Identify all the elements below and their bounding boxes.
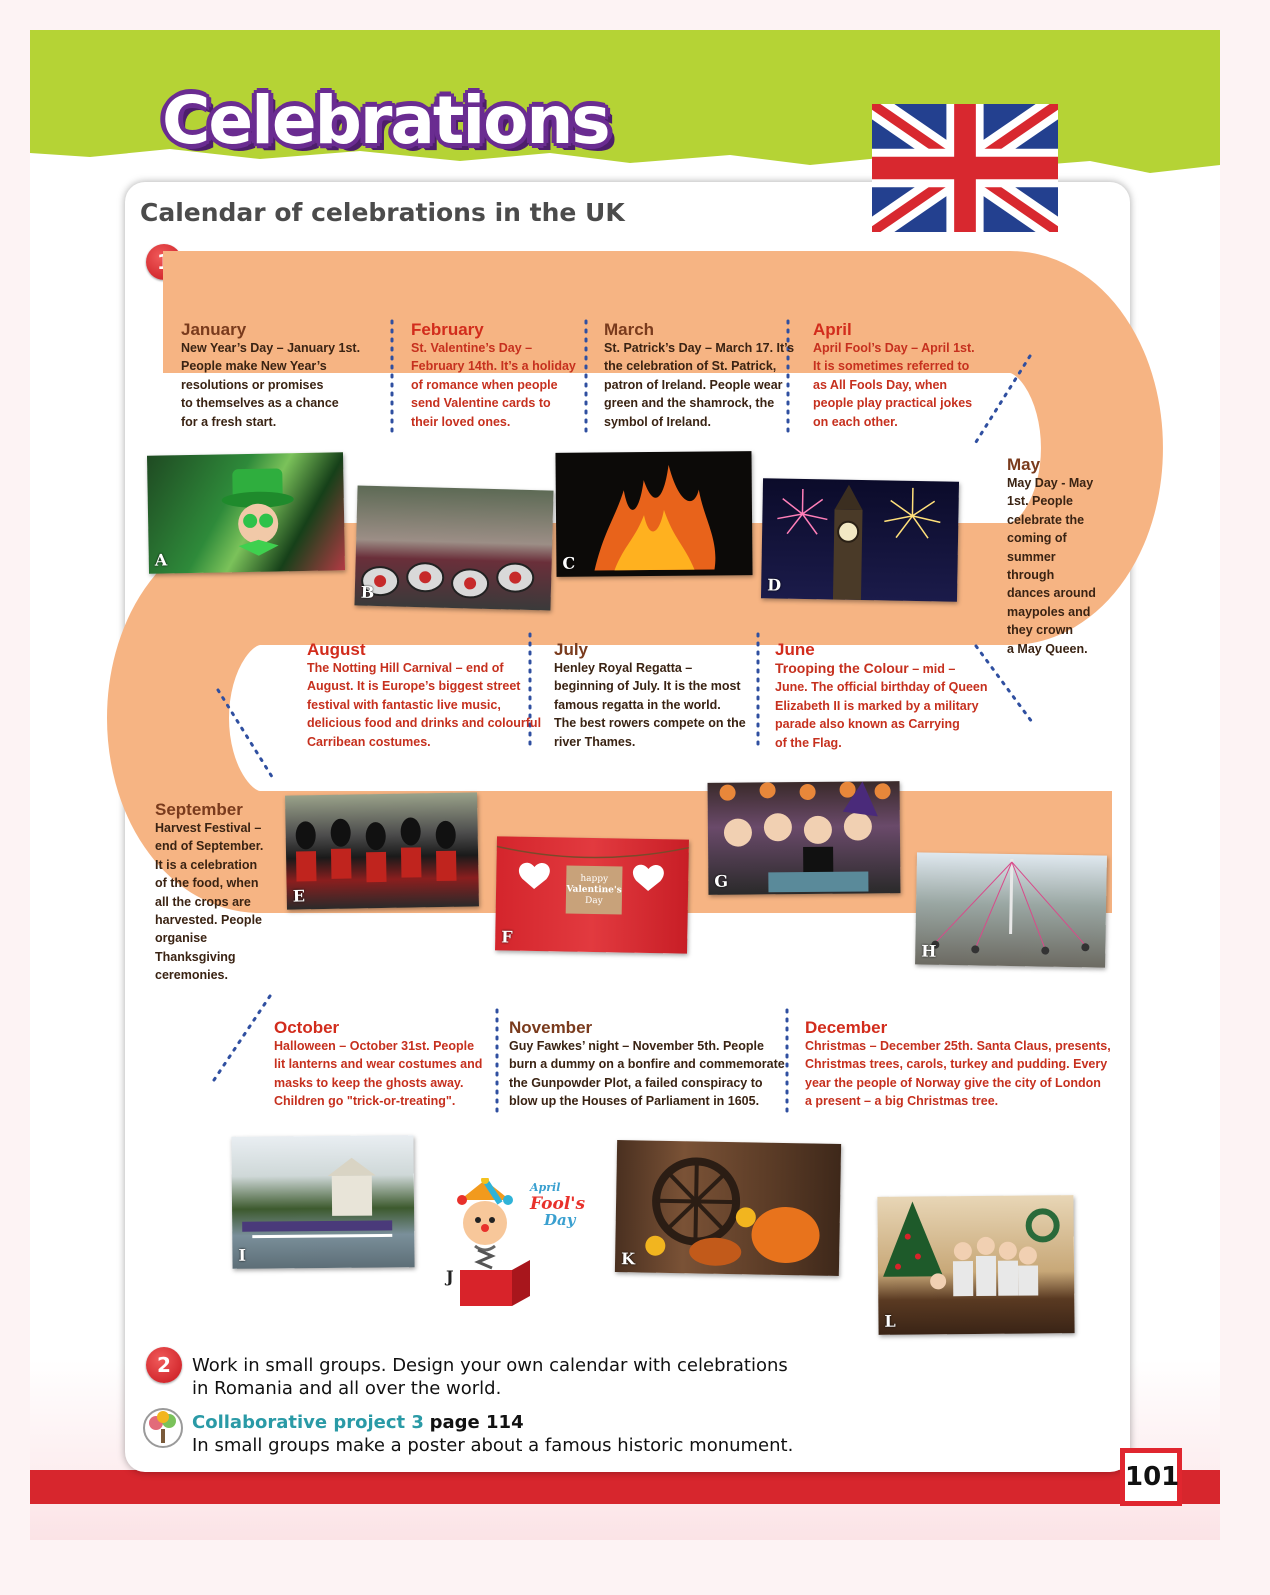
month-title: November bbox=[509, 1018, 593, 1037]
picture-label: J bbox=[446, 1267, 454, 1286]
month-title: April bbox=[813, 320, 852, 339]
picture-i-regatta[interactable] bbox=[231, 1135, 414, 1269]
picture-label: I bbox=[238, 1245, 247, 1265]
picture-label: F bbox=[501, 927, 513, 947]
month-title: September bbox=[155, 800, 243, 819]
picture-b-carnival-drummers[interactable] bbox=[354, 485, 553, 610]
picture-e-trooping-colour[interactable] bbox=[285, 792, 479, 909]
month-text: Christmas – December 25th. Santa Claus, presents, Christmas trees, carols, turkey and pudding. Every year the people of Norway give the city of London a present – a big Christmas tree. bbox=[805, 1039, 1111, 1109]
month-title: February bbox=[411, 320, 484, 339]
collaborative-project-page: page 114 bbox=[429, 1412, 524, 1433]
picture-label: B bbox=[360, 582, 375, 602]
month-january bbox=[181, 320, 360, 431]
exercise-1-instruction: Read the information in the calendar and match the celebrations with the pictures. bbox=[192, 253, 941, 274]
month-september bbox=[155, 800, 263, 985]
page-number: 101 bbox=[1120, 1448, 1182, 1506]
april-fools-text: April Fool's Day bbox=[530, 1181, 586, 1229]
month-october bbox=[274, 1018, 482, 1111]
collaboration-tree-icon bbox=[140, 1407, 186, 1449]
month-title: July bbox=[554, 640, 589, 659]
picture-label: C bbox=[562, 553, 576, 573]
month-april bbox=[813, 320, 975, 431]
month-february bbox=[411, 320, 576, 431]
month-may bbox=[1007, 455, 1096, 658]
picture-label: K bbox=[620, 1249, 636, 1269]
month-title: January bbox=[181, 320, 247, 339]
picture-c-bonfire[interactable] bbox=[555, 451, 752, 577]
picture-l-christmas[interactable] bbox=[877, 1195, 1074, 1335]
month-text: Halloween – October 31st. People lit lanterns and wear costumes and masks to keep the ghosts away. Children go "trick-or-treating". bbox=[274, 1039, 483, 1109]
section-subtitle: Calendar of celebrations in the UK bbox=[140, 198, 625, 227]
month-july bbox=[554, 640, 746, 751]
page bbox=[30, 30, 1220, 1540]
picture-f-valentines[interactable] bbox=[495, 836, 689, 953]
month-title: May bbox=[1007, 455, 1041, 474]
picture-k-harvest[interactable] bbox=[615, 1140, 841, 1276]
fireworks-icon bbox=[761, 478, 959, 601]
collaborative-project-title: Collaborative project 3 bbox=[192, 1412, 424, 1433]
month-text: New Year’s Day – January 1st. People make New Year’s resolutions or promises to themselves as a chance for a fresh start. bbox=[181, 341, 361, 429]
picture-label: H bbox=[921, 941, 937, 961]
drums-icon bbox=[354, 545, 552, 610]
harvest-icon bbox=[615, 1140, 841, 1276]
regatta-icon bbox=[231, 1135, 414, 1269]
month-text: The Notting Hill Carnival – end of August. It is Europe’s biggest street festival with fantastic live music, delicious food and drinks and colourful Carribean costumes. bbox=[307, 661, 542, 749]
month-november bbox=[509, 1018, 785, 1111]
picture-h-maypole[interactable] bbox=[915, 852, 1107, 967]
month-august bbox=[307, 640, 541, 751]
month-june bbox=[775, 640, 988, 752]
picture-label: D bbox=[767, 575, 782, 595]
month-text: St. Valentine’s Day – February 14th. It’s a holiday of romance when people send Valentine cards to their loved ones. bbox=[411, 341, 576, 429]
exercise-2-instruction: Work in small groups. Design your own calendar with celebrations in Romania and all over the world. bbox=[192, 1355, 788, 1399]
page-title: Celebrations bbox=[162, 82, 609, 159]
valentine-sign: happy Valentine's Day bbox=[566, 873, 622, 907]
month-text: St. Patrick’s Day – March 17. It’s the celebration of St. Patrick, patron of Ireland. People wear green and the shamrock, the symbol of Ireland. bbox=[604, 341, 795, 429]
month-title: June bbox=[775, 640, 815, 659]
picture-label: E bbox=[292, 886, 306, 906]
picture-label: L bbox=[884, 1311, 896, 1331]
halloween-kids-icon bbox=[708, 781, 901, 895]
collaborative-project bbox=[192, 1411, 793, 1457]
maypole-icon bbox=[915, 852, 1107, 967]
picture-label: G bbox=[714, 871, 729, 891]
month-title: October bbox=[274, 1018, 340, 1037]
guards-icon bbox=[285, 812, 479, 909]
month-title: December bbox=[805, 1018, 888, 1037]
june-event-name: Trooping the Colour bbox=[775, 660, 909, 676]
picture-a-st-patricks[interactable] bbox=[147, 452, 345, 573]
month-title: March bbox=[604, 320, 655, 339]
picture-d-fireworks-big-ben[interactable] bbox=[761, 478, 959, 601]
month-text: Henley Royal Regatta – beginning of July. It is the most famous regatta in the world. The best rowers compete on the river Thames. bbox=[554, 661, 746, 749]
picture-j-april-fools[interactable] bbox=[440, 1178, 590, 1308]
month-text: Trooping the Colour – mid – June. The official birthday of Queen Elizabeth II is marked by a military parade also known as Carrying of the Flag. bbox=[775, 660, 988, 750]
month-march bbox=[604, 320, 794, 431]
picture-g-halloween[interactable] bbox=[708, 781, 901, 895]
month-december bbox=[805, 1018, 1111, 1111]
exercise-2-number: 2 bbox=[146, 1347, 182, 1383]
collaborative-project-text: In small groups make a poster about a famous historic monument. bbox=[192, 1435, 794, 1456]
month-text: April Fool’s Day – April 1st. It is sometimes referred to as All Fools Day, when people play practical jokes on each other. bbox=[813, 341, 975, 429]
month-text: May Day - May 1st. People celebrate the coming of summer through dances around maypoles and they crown a May Queen. bbox=[1007, 476, 1096, 656]
month-text: Harvest Festival – end of September. It is a celebration of the food, when all the crops are harvested. People organise Thanksgiving ceremonies. bbox=[155, 821, 264, 983]
green-hat-icon bbox=[217, 463, 299, 564]
picture-label: A bbox=[154, 550, 168, 570]
exercise-1-number: 1 bbox=[146, 244, 182, 280]
christmas-tree-icon bbox=[877, 1195, 1074, 1335]
month-text: Guy Fawkes’ night – November 5th. People burn a dummy on a bonfire and commemorate the Gunpowder Plot, a failed conspiracy to blow up the Houses of Parliament in 1605. bbox=[509, 1039, 785, 1109]
month-title: August bbox=[307, 640, 366, 659]
fire-icon bbox=[584, 459, 725, 572]
